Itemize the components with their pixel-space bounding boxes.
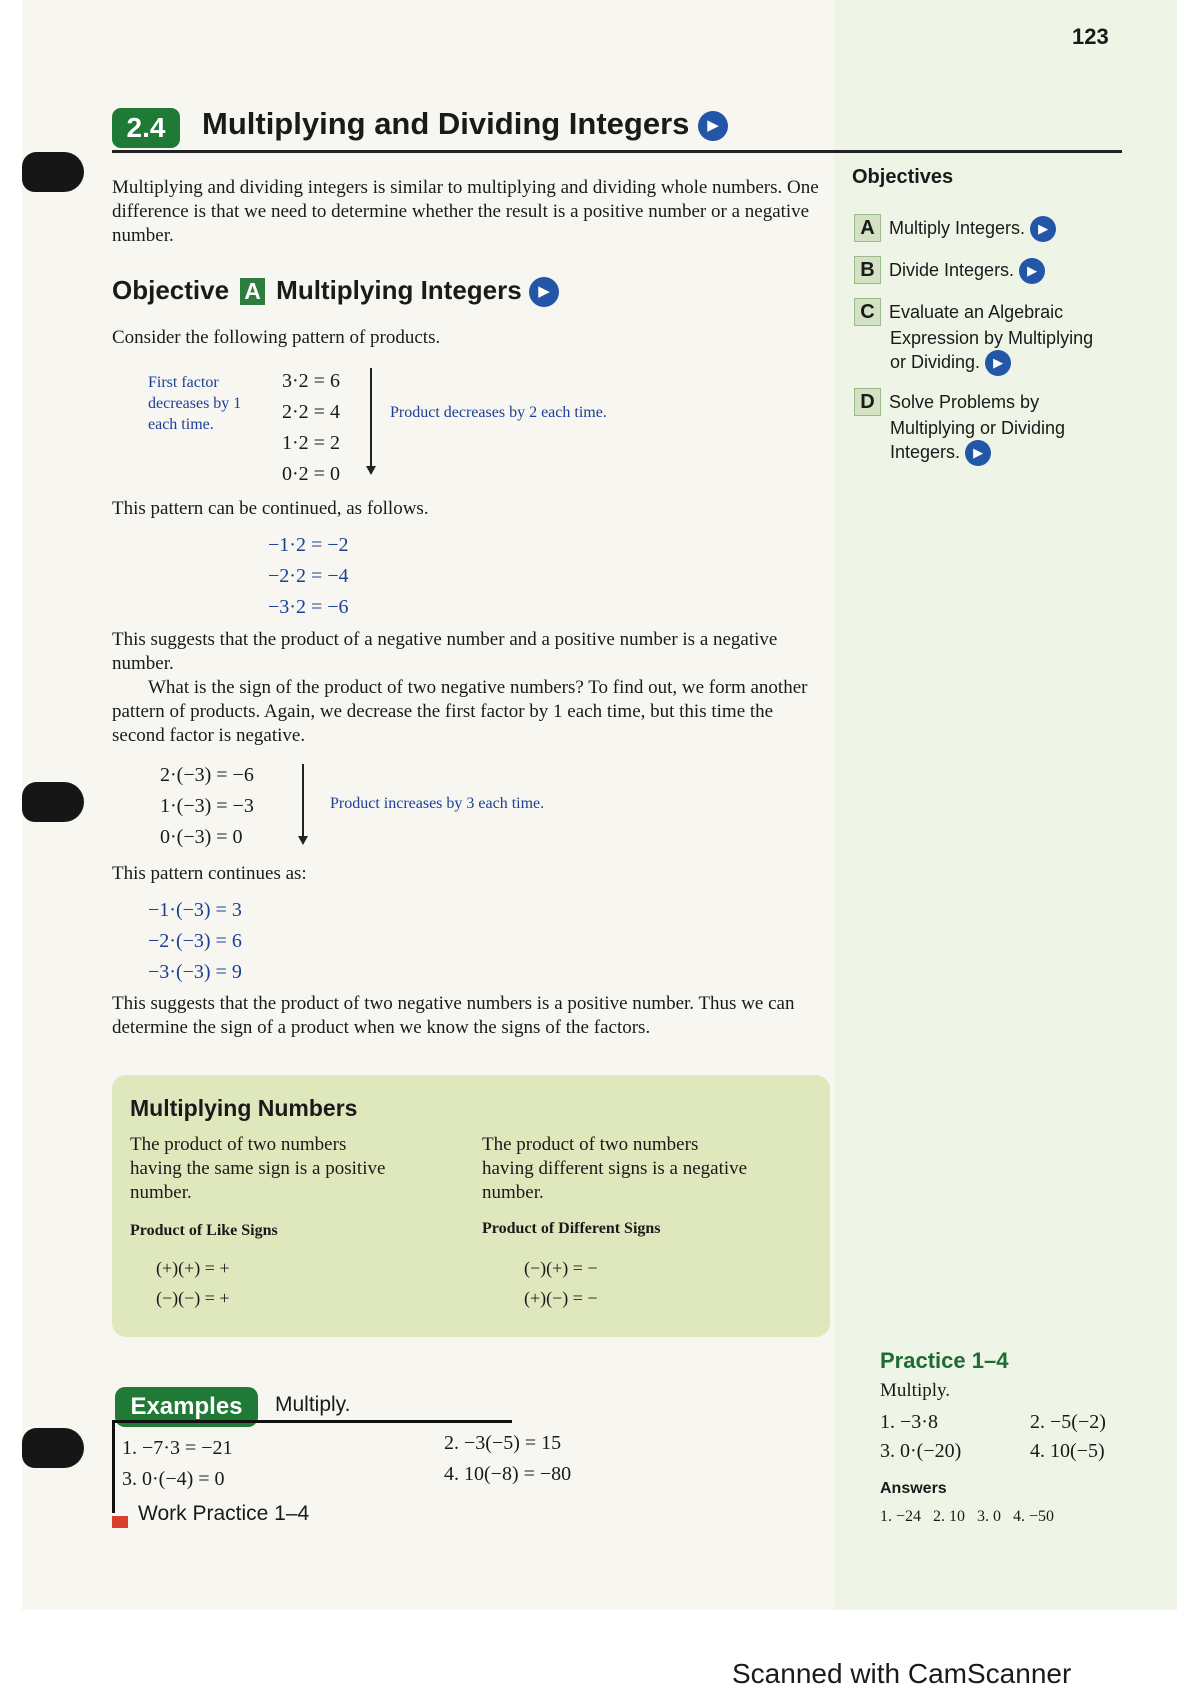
play-video-icon[interactable]: ▶ — [1019, 258, 1045, 284]
sign-rule: (+)(+) = + — [156, 1258, 230, 1278]
play-video-icon[interactable]: ▶ — [698, 111, 728, 141]
objective-text-wrap — [854, 350, 1114, 376]
objective-letter: B — [854, 256, 881, 284]
box-title: Multiplying Numbers — [130, 1095, 358, 1121]
equation: 2·2 = 4 — [282, 401, 340, 423]
equation: 0·2 = 0 — [282, 463, 340, 485]
equation: 1·2 = 2 — [282, 432, 340, 454]
objective-text: Integers. — [890, 442, 961, 462]
sign-rule: (+)(−) = − — [524, 1288, 598, 1308]
pattern1b-equations — [268, 530, 349, 623]
example-item: 3. 0·(−4) = 0 — [122, 1468, 225, 1490]
work-practice-label[interactable]: Work Practice 1–4 — [138, 1502, 310, 1525]
objective-text: Divide Integers. — [889, 260, 1015, 280]
objective-item-b[interactable] — [854, 256, 1094, 284]
equation: 3·2 = 6 — [282, 370, 340, 392]
equation: −2·(−3) = 6 — [148, 930, 242, 952]
objective-title: Multiplying Integers — [276, 275, 522, 305]
note-line: each time. — [148, 416, 214, 433]
examples-left-column — [122, 1433, 233, 1495]
continued-text: This pattern can be continued, as follows. — [112, 498, 429, 519]
section-rule — [112, 150, 1122, 153]
practice-title: Practice 1–4 — [880, 1348, 1009, 1373]
example-item: 2. −3(−5) = 15 — [444, 1432, 562, 1454]
objective-item-a[interactable] — [854, 214, 1094, 242]
pattern2-divider — [302, 764, 304, 838]
objective-text: Multiplying or Dividing — [890, 418, 1066, 438]
play-video-icon[interactable]: ▶ — [985, 350, 1011, 376]
pattern2b-equations — [148, 895, 242, 988]
like-signs-rules — [156, 1253, 230, 1313]
play-video-icon[interactable]: ▶ — [965, 440, 991, 466]
objective-text: Expression by Multiplying — [890, 328, 1094, 348]
equation: 0·(−3) = 0 — [160, 826, 243, 848]
pattern1-right-note: Product decreases by 2 each time. — [390, 404, 607, 421]
objective-text: Evaluate an Algebraic — [889, 302, 1064, 322]
practice-instruction: Multiply. — [880, 1380, 951, 1401]
practice-problem: 4. 10(−5) — [1030, 1440, 1105, 1462]
practice-problem: 2. −5(−2) — [1030, 1411, 1106, 1433]
objective-label: Objective — [112, 275, 230, 305]
equation: −1·2 = −2 — [268, 534, 349, 556]
binder-clip-middle — [22, 782, 84, 822]
pattern2-right-note: Product increases by 3 each time. — [330, 795, 545, 812]
examples-instruction: Multiply. — [275, 1393, 351, 1416]
objective-letter: D — [854, 388, 881, 416]
examples-badge: Examples — [115, 1387, 258, 1427]
binder-clip-top — [22, 152, 84, 192]
box-left-text: The product of two numbers having the same sign is a positive number. — [130, 1134, 386, 1203]
equation: 2·(−3) = −6 — [160, 764, 254, 786]
equation: −3·(−3) = 9 — [148, 961, 242, 983]
objective-item-d[interactable] — [854, 388, 1114, 466]
objective-text: Multiply Integers. — [889, 218, 1026, 238]
objective-letter: A — [854, 214, 881, 242]
answers-text: 1. −24 2. 10 3. 0 4. −50 — [880, 1508, 1055, 1525]
objective-letter-badge: A — [240, 278, 265, 305]
objectives-heading: Objectives — [852, 166, 954, 188]
equation: −2·2 = −4 — [268, 565, 349, 587]
pattern1-equations — [282, 366, 340, 490]
play-video-icon[interactable]: ▶ — [1030, 216, 1056, 242]
binder-clip-bottom — [22, 1428, 84, 1468]
consider-text: Consider the following pattern of products. — [112, 327, 441, 348]
examples-right-column — [444, 1428, 571, 1490]
note-line: decreases by 1 — [148, 395, 242, 412]
different-signs-rules — [524, 1253, 598, 1313]
suggests1-paragraph: This suggests that the product of a negative number and a positive number is a negative number. — [112, 629, 778, 674]
suggests2-paragraph: This suggests that the product of two negative numbers is a positive number. Thus we can determine the sign of a product when we know the signs of the factors. — [112, 993, 795, 1038]
equation: 1·(−3) = −3 — [160, 795, 254, 817]
intro-paragraph: Multiplying and dividing integers is similar to multiplying and dividing whole numbers. One difference is that we need to determine whether the result is a positive number or a negative number. — [112, 177, 819, 246]
continues-as-text: This pattern continues as: — [112, 863, 307, 884]
pattern1-left-note — [148, 372, 241, 435]
example-item: 1. −7·3 = −21 — [122, 1437, 233, 1459]
work-practice-marker-icon — [112, 1516, 128, 1528]
section-number-badge: 2.4 — [112, 108, 180, 148]
objective-text: Solve Problems by — [889, 392, 1040, 412]
sign-rule: (−)(−) = + — [156, 1288, 230, 1308]
answers-label: Answers — [880, 1480, 947, 1497]
scanner-watermark: Scanned with CamScanner — [732, 1658, 1072, 1689]
practice-problem: 1. −3·8 — [880, 1411, 938, 1433]
question-paragraph: What is the sign of the product of two negative numbers? To find out, we form another pattern of products. Again, we decrease the first factor by 1 each time, but this time the second factor is negative. — [112, 677, 808, 746]
equation: −1·(−3) = 3 — [148, 899, 242, 921]
practice-problems — [880, 1408, 1160, 1466]
example-item: 4. 10(−8) = −80 — [444, 1463, 572, 1485]
like-signs-heading: Product of Like Signs — [130, 1222, 278, 1239]
down-arrow-icon — [298, 836, 308, 845]
note-line: First factor — [148, 374, 219, 391]
objective-letter: C — [854, 298, 881, 326]
section-title — [202, 106, 728, 142]
objective-text-wrap — [854, 440, 1114, 466]
practice-problem: 3. 0·(−20) — [880, 1440, 962, 1462]
pattern2-equations — [160, 760, 254, 853]
examples-rule-horizontal — [112, 1420, 512, 1423]
down-arrow-icon — [366, 466, 376, 475]
sign-rule: (−)(+) = − — [524, 1258, 598, 1278]
different-signs-heading: Product of Different Signs — [482, 1220, 661, 1237]
objective-text: or Dividing. — [890, 352, 981, 372]
practice-row — [880, 1437, 1160, 1466]
box-right-text: The product of two numbers having different signs is a negative number. — [482, 1134, 748, 1203]
page-number: 123 — [1072, 24, 1109, 49]
examples-rule-vertical — [112, 1420, 115, 1513]
practice-row — [880, 1408, 1160, 1437]
objective-a-heading — [112, 275, 559, 307]
play-video-icon[interactable]: ▶ — [529, 277, 559, 307]
equation: −3·2 = −6 — [268, 596, 349, 618]
pattern1-divider — [370, 368, 372, 468]
objective-item-c[interactable] — [854, 298, 1114, 376]
section-title-text: Multiplying and Dividing Integers — [202, 106, 690, 141]
